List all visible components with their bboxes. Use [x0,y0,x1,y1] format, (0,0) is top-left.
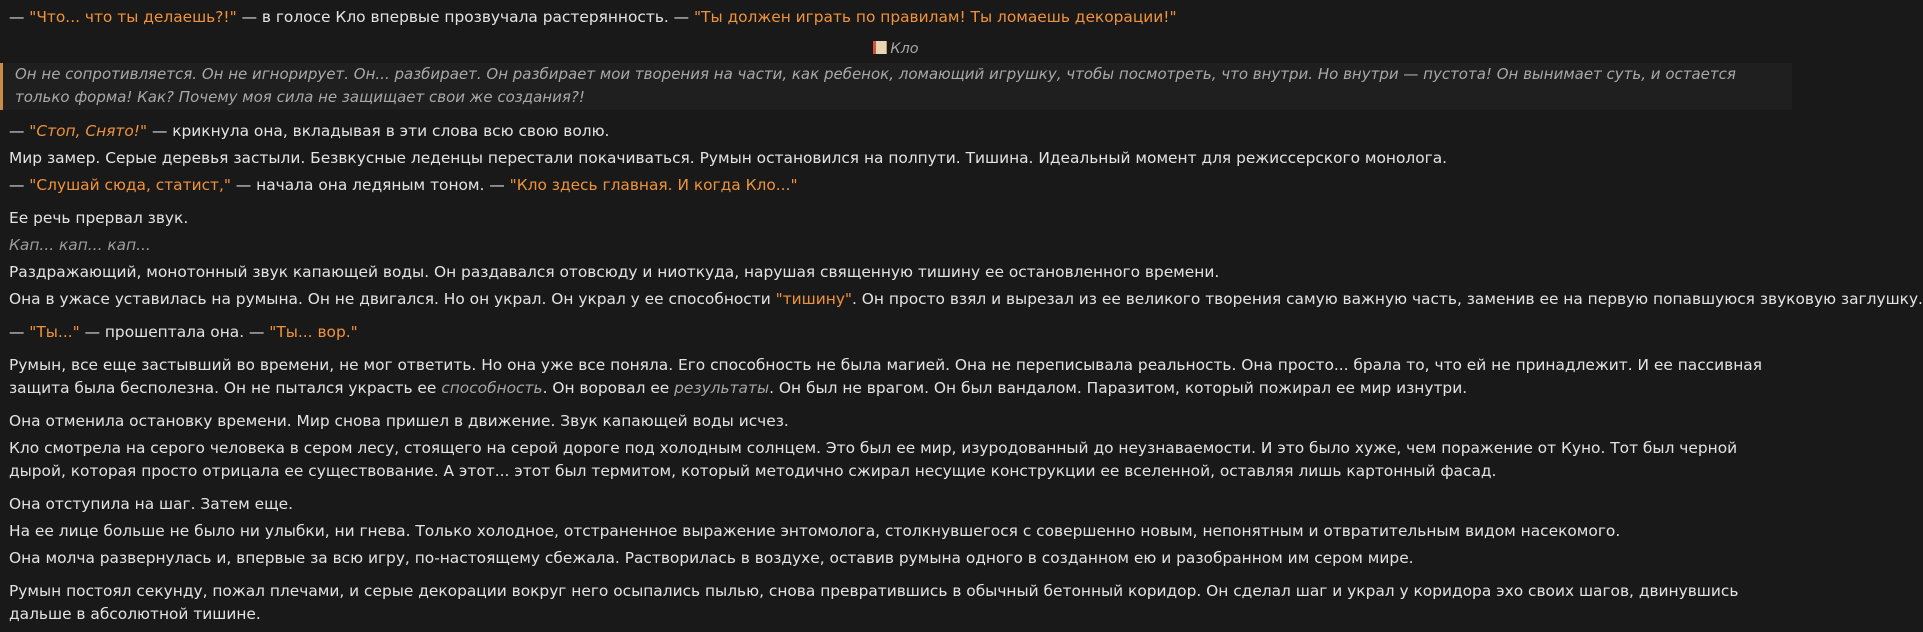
narration: Она в ужасе уставилась на румына. Он не двигался. Но он украл. Он украл у ее способности [9,290,776,308]
paragraph-world-froze: Мир замер. Серые деревья застыли. Безвкусные леденцы перестали покачиваться. Румын остановился на полпути. Тишина. Идеальный момент для режиссерского монолога. [9,149,1448,167]
emphasis-ability: способность [441,379,543,397]
sound-drip-text: Кап... кап... кап... [9,236,151,254]
quote-klo-is-main: "Кло здесь главная. И когда Кло..." [509,176,798,194]
quote-play-by-rules: "Ты должен играть по правилам! Ты ломаешь декорации!" [693,8,1177,26]
narration: — крикнула она, вкладывая в эти слова всю свою волю. [147,122,610,140]
paragraph-speech-interrupted: Ее речь прервал звук. [9,209,189,227]
narration: — начала она ледяным тоном. — [230,176,510,194]
dialogue-line-1 [9,6,1783,29]
paragraph-stole-silence [9,288,1923,311]
emphasis-results: результаты [674,379,770,397]
paragraph-escape: Она молча развернулась и, впервые за всю игру, по-настоящему сбежала. Растворилась в воздухе, оставив румына одного в созданном ею и разобранном им сером мире. [9,549,1414,567]
paragraph-corridor: Румын постоял секунду, пожал плечами, и серые декорации вокруг него осыпались пылью, снова превратившись в обычный бетонный коридор. Он сделал шаг и украл у коридора эхо своих шагов, двинувшись дальше в абсолютной тишине. [9,582,1739,623]
dash: — [9,122,30,140]
speaker-label [9,38,1783,60]
narration: — прошептала она. — [79,323,270,341]
narration: . Он воровал ее [542,379,675,397]
quote-stop-cut: "Стоп, Снято!" [29,122,148,140]
dialogue-line-thief [9,321,1783,344]
inner-thought-block [0,63,1792,110]
paragraph-dripping-sound: Раздражающий, монотонный звук капающей воды. Он раздавался отовсюду и ниоткуда, нарушая священную тишину ее остановленного времени. [9,263,1220,281]
dialogue-line-stop [9,120,1783,143]
paragraph-step-back: Она отступила на шаг. Затем еще. [9,495,293,513]
paragraph-vandal [9,354,1783,400]
quote-listen-extra: "Слушай сюда, статист," [29,176,231,194]
narration: . Он был не врагом. Он был вандалом. Паразитом, который пожирал ее мир изнутри. [769,379,1468,397]
quote-you-thief: "Ты... вор." [269,323,358,341]
quote-silence: "тишину" [775,290,853,308]
dash: — [9,8,30,26]
paragraph-time-resumed: Она отменила остановку времени. Мир снова пришел в движение. Звук капающей воды исчез. [9,412,789,430]
scroll-icon [873,41,887,54]
speaker-name: Кло [890,41,919,57]
dash: — [9,176,30,194]
quote-you: "Ты..." [29,323,80,341]
quote-what-are-you-doing: "Что... что ты делаешь?!" [29,8,237,26]
dialogue-line-listen [9,174,1783,197]
narration: Румын, все еще застывший во времени, не мог ответить. Но она уже все поняла. Его способность не была магией. Она не переписывала реальность. Она просто... брала то, что ей не принадлежит. И ее пассивная защита была бесполезна. Он не пытался украсть ее [9,356,1762,397]
narration: — в голосе Кло впервые прозвучала растерянность. — [236,8,694,26]
inner-thought-text: Он не сопротивляется. Он не игнорирует. Он... разбирает. Он разбирает мои творения на части, как ребенок, ломающий игрушку, чтобы посмотреть, что внутри. Но внутри — пустота! Он вынимает суть, и остается только форма! Как? Почему моя сила не защищает свои же создания?! [15,65,1736,106]
paragraph-entomologist: На ее лице больше не было ни улыбки, ни гнева. Только холодное, отстраненное выражение энтомолога, столкнувшегося с совершенно новым, непонятным и отвратительным видом насекомого. [9,522,1621,540]
dash: — [9,323,30,341]
narration: . Он просто взял и вырезал из ее великого творения самую важную часть, заменив ее на первую попавшуюся звуковую заглушку. [852,290,1923,308]
paragraph-grey-world: Кло смотрела на серого человека в сером лесу, стоящего на серой дороге под холодным солнцем. Это был ее мир, изуродованный до неузнаваемости. И это было хуже, чем поражение от Куно. Тот был черной дырой, которая просто отрицала ее существование. А этот... этот был термитом, который методично сжирал несущие конструкции ее вселенной, оставляя лишь картонный фасад. [9,439,1738,480]
